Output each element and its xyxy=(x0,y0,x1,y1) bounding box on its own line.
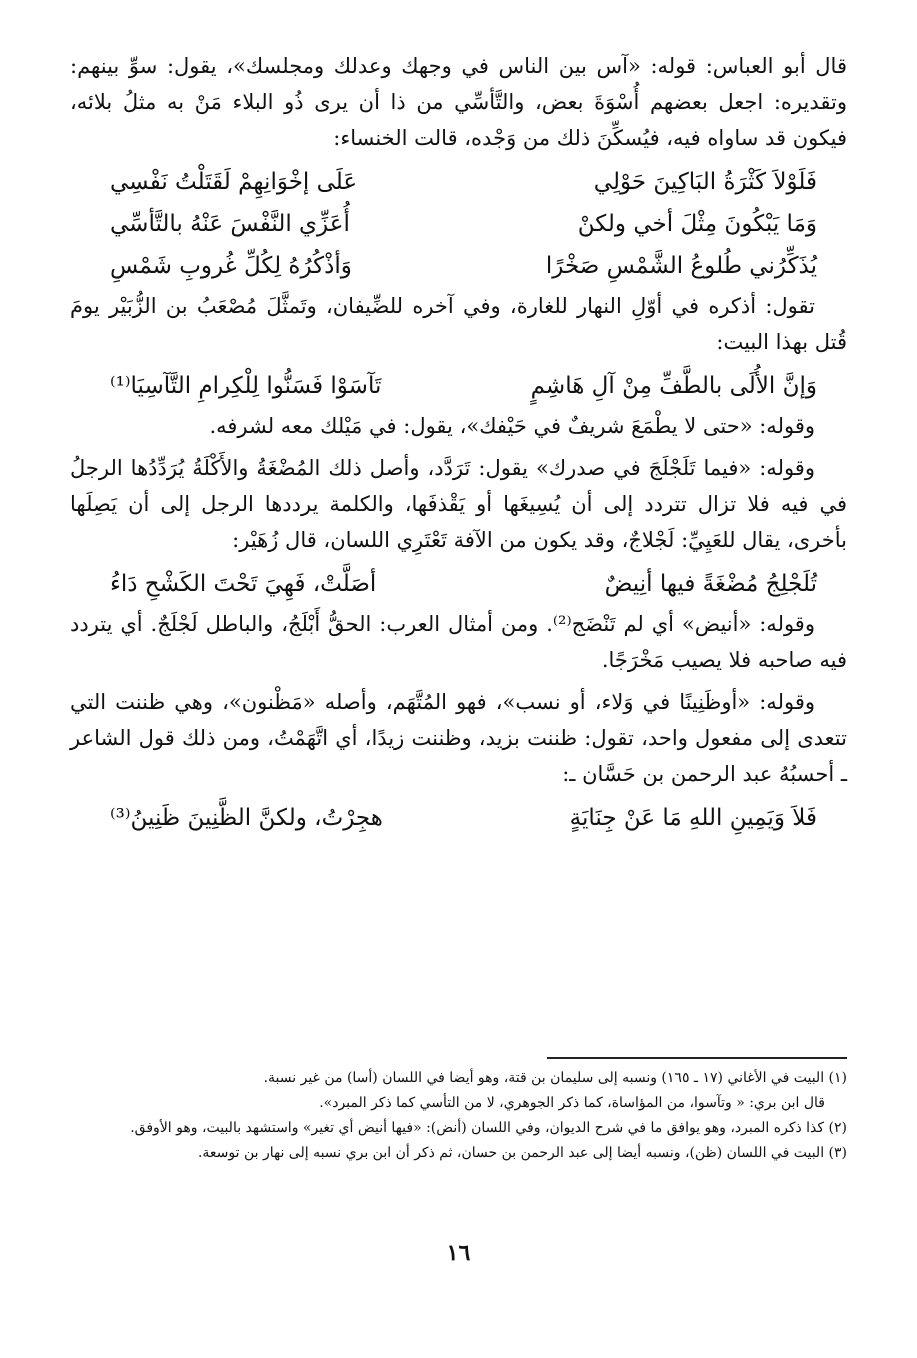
paragraph-5: وقوله: «أنيض» أي لم تَنْضَج⁽²⁾. ومن أمثال العرب: الحقُّ أَبْلَجُ، والباطل لَجْلَجٌ. أي يتردد فيه صاحبه فلا يصيب مَخْرَجًا. xyxy=(70,612,847,672)
verse-4-first-hemistich: وَإنَّ الأُلَى بالطَّفِّ مِنْ آلِ هَاشِمٍ xyxy=(530,373,817,399)
verse-1-first-hemistich: فَلَوْلاَ كَثْرَةُ البَاكِينَ حَوْلِي xyxy=(593,169,817,195)
verse-3-first-hemistich: يُذَكِّرُني طُلوعُ الشَّمْسِ صَخْرًا xyxy=(545,253,817,279)
verse-5-first-hemistich: تُلَجْلِجُ مُضْغَةً فيها أنِيضٌ xyxy=(604,571,817,597)
verse-line-3 xyxy=(70,246,847,286)
verse-3-second-hemistich: وَأذْكُرُهُ لِكُلِّ غُروبِ شَمْسِ xyxy=(110,253,352,279)
verse-1-second-hemistich: عَلَى إخْوَانِهِمْ لَقَتَلْتُ نَفْسِي xyxy=(110,169,358,195)
paragraph-1: قال أبو العباس: قوله: «آس بين الناس في وجهك وعدلك ومجلسك»، يقول: سوِّ بينهم: وتقديره: اجعل بعضهم أُسْوَةَ بعض، والتَّأسِّي من ذا أن يرى ذُو البلاء مَنْ به مثلُ بلائه، فيكون قد ساواه فيه، فيُسكِّنَ ذلك من وَجْده، قالت الخنساء: xyxy=(70,54,847,150)
verse-line-6 xyxy=(70,798,847,838)
footnote-2: (٢) كذا ذكره المبرد، وهو يوافق ما في شرح الديوان، وفي اللسان (أنض): «فيها أنيض أي تغير» واستشهد بالبيت، وهو الأوفق. xyxy=(130,1120,847,1136)
verse-line-1 xyxy=(70,162,847,202)
footnote-1-continuation: قال ابن بري: « وتآسوا، من المؤاساة، كما ذكر الجوهري، لا من التأسي كما ذكر المبرد». xyxy=(319,1095,825,1111)
verse-6-second-hemistich: هجِرْتُ، ولكنَّ الظَّنِينَ ظَنِينُ⁽³⁾ xyxy=(110,805,383,831)
verse-line-5 xyxy=(70,564,847,604)
verse-5-second-hemistich: أصَلَّتْ، فَهِيَ تَحْتَ الكَشْحِ دَاءُ xyxy=(110,571,377,597)
footnotes xyxy=(60,1066,847,1166)
paragraph-2: تقول: أذكره في أوّلِ النهار للغارة، وفي آخره للضِّيفان، وتَمثَّلَ مُصْعَبُ بن الزُّبَيْر يومَ قُتل بهذا البيت: xyxy=(70,294,847,354)
verse-line-2 xyxy=(70,204,847,244)
verse-4-second-hemistich: تَآسَوْا فَسَنُّوا لِلْكِرامِ التَّآسِيَا⁽¹⁾ xyxy=(110,373,382,399)
paragraph-6: وقوله: «أوظَنِينًا في وَلاء، أو نسب»، فهو المُتَّهَم، وأصله «مَظْنون»، وهي ظننت التي تتعدى إلى مفعول واحد، تقول: ظننت بزيد، وظننت زيدًا، أي اتَّهَمْتُ، ومن ذلك قول الشاعر ـ أحسبُهُ عبد الرحمن بن حَسَّان ـ: xyxy=(70,690,847,786)
footnote-separator xyxy=(547,1057,847,1059)
paragraph-3: وقوله: «حتى لا يطْمَعَ شريفٌ في حَيْفك»، يقول: في مَيْلك معه لشرفه. xyxy=(209,414,815,438)
verse-6-first-hemistich: فَلاَ وَيَمِينِ اللهِ مَا عَنْ جِنَايَةٍ xyxy=(569,805,817,831)
paragraph-4: وقوله: «فيما تَلَجْلَجَ في صدرك» يقول: تَرَدَّد، وأصل ذلك المُضْغَةُ والأَكْلَةُ يُرَدِّدُها الرجلُ في فيه فلا تزال تتردد إلى أن يُسِيغَها أو يَقْذفَها، والكلمة يرددها الرجل إلى أن يَصِلَها بأخرى، يقال للعَيِيِّ: لَجْلاجٌ، وقد يكون من الآفة تَعْتَرِي اللسان، قال زُهَيْر: xyxy=(70,456,847,552)
footnote-3: (٣) البيت في اللسان (ظن)، ونسبه أيضا إلى عبد الرحمن بن حسان، ثم ذكر أن ابن بري نسبه إلى نهار بن توسعة. xyxy=(197,1145,847,1161)
main-text xyxy=(70,48,847,840)
verse-line-4 xyxy=(70,366,847,406)
page-number: ١٦ xyxy=(446,1240,471,1266)
verse-2-first-hemistich: وَمَا يَبْكُونَ مِثْلَ أخي ولكنْ xyxy=(577,211,817,237)
verse-2-second-hemistich: أُعَزِّي النَّفْسَ عَنْهُ بالتَّأسِّي xyxy=(110,211,350,237)
footnote-1: (١) البيت في الأغاني (١٧ ـ ١٦٥) ونسبه إلى سليمان بن قتة، وهو أيضا في اللسان (أسا) من غير نسبة. xyxy=(263,1070,847,1086)
